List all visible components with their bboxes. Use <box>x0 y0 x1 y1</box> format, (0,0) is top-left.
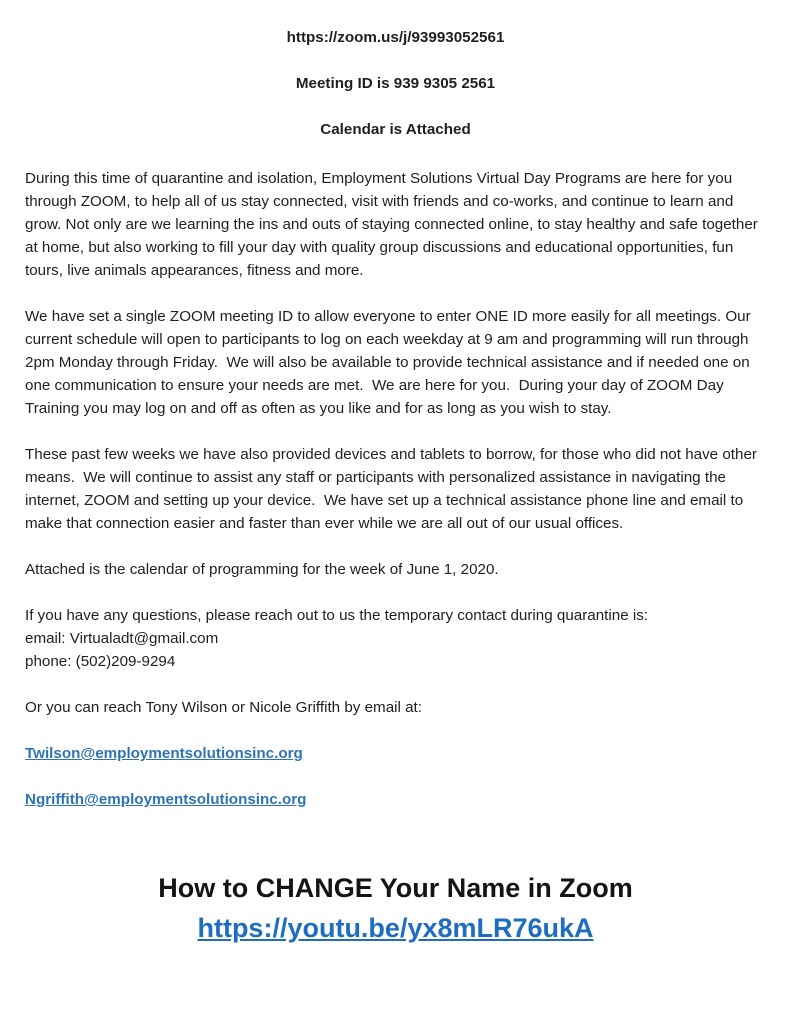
youtube-video-link[interactable]: https://youtu.be/yx8mLR76ukA <box>197 913 594 943</box>
intro-paragraph: During this time of quarantine and isolation, Employment Solutions Virtual Day Programs are here for you through ZOOM, to help all of us stay connected, visit with friends and co-works, and continue to learn and grow. Not only are we learning the ins and outs of staying connected online, to stay healthy and safe together at home, but also working to fill your day with quality group discussions and educational opportunities, fun tours, live animals appearances, fitness and more. <box>25 170 763 279</box>
calendar-week-line: Attached is the calendar of programming for the week of June 1, 2020. <box>25 561 499 578</box>
contact-block <box>25 604 766 673</box>
contact-email-line: email: Virtualadt@gmail.com <box>25 630 219 647</box>
reach-line: Or you can reach Tony Wilson or Nicole Griffith by email at: <box>25 699 423 716</box>
devices-paragraph: These past few weeks we have also provided devices and tablets to borrow, for those who did not have other means. We will continue to assist any staff or participants with personalized assistance in navigating the internet, ZOOM and setting up your device. We have set up a technical assistance phone line and email to make that connection easier and faster than ever while we are all out of our usual offices. <box>25 446 762 532</box>
ngriffith-email-link[interactable]: Ngriffith@employmentsolutionsinc.org <box>25 791 307 808</box>
contact-intro-line: If you have any questions, please reach out to us the temporary contact during quarantine is: <box>25 607 649 624</box>
twilson-email-link[interactable]: Twilson@employmentsolutionsinc.org <box>25 745 303 762</box>
calendar-attached-text: Calendar is Attached <box>320 121 471 138</box>
contact-phone-line: phone: (502)209-9294 <box>25 653 176 670</box>
youtube-link-row <box>25 908 766 948</box>
schedule-paragraph: We have set a single ZOOM meeting ID to allow everyone to enter ONE ID more easily for all meetings. Our current schedule will open to participants to log on each weekday at 9 am and programming will run through 2pm Monday through Friday. We will also be available to provide technical assistance and if needed one on one communication to ensure your needs are met. We are here for you. During your day of ZOOM Day Training you may log on and off as often as you like and for as long as you wish to stay. <box>25 308 755 417</box>
change-name-title: How to CHANGE Your Name in Zoom <box>158 873 633 903</box>
zoom-join-url: https://zoom.us/j/93993052561 <box>286 29 505 46</box>
twilson-link-row <box>25 742 766 765</box>
ngriffith-link-row <box>25 788 766 811</box>
meeting-id-text: Meeting ID is 939 9305 2561 <box>295 75 496 92</box>
